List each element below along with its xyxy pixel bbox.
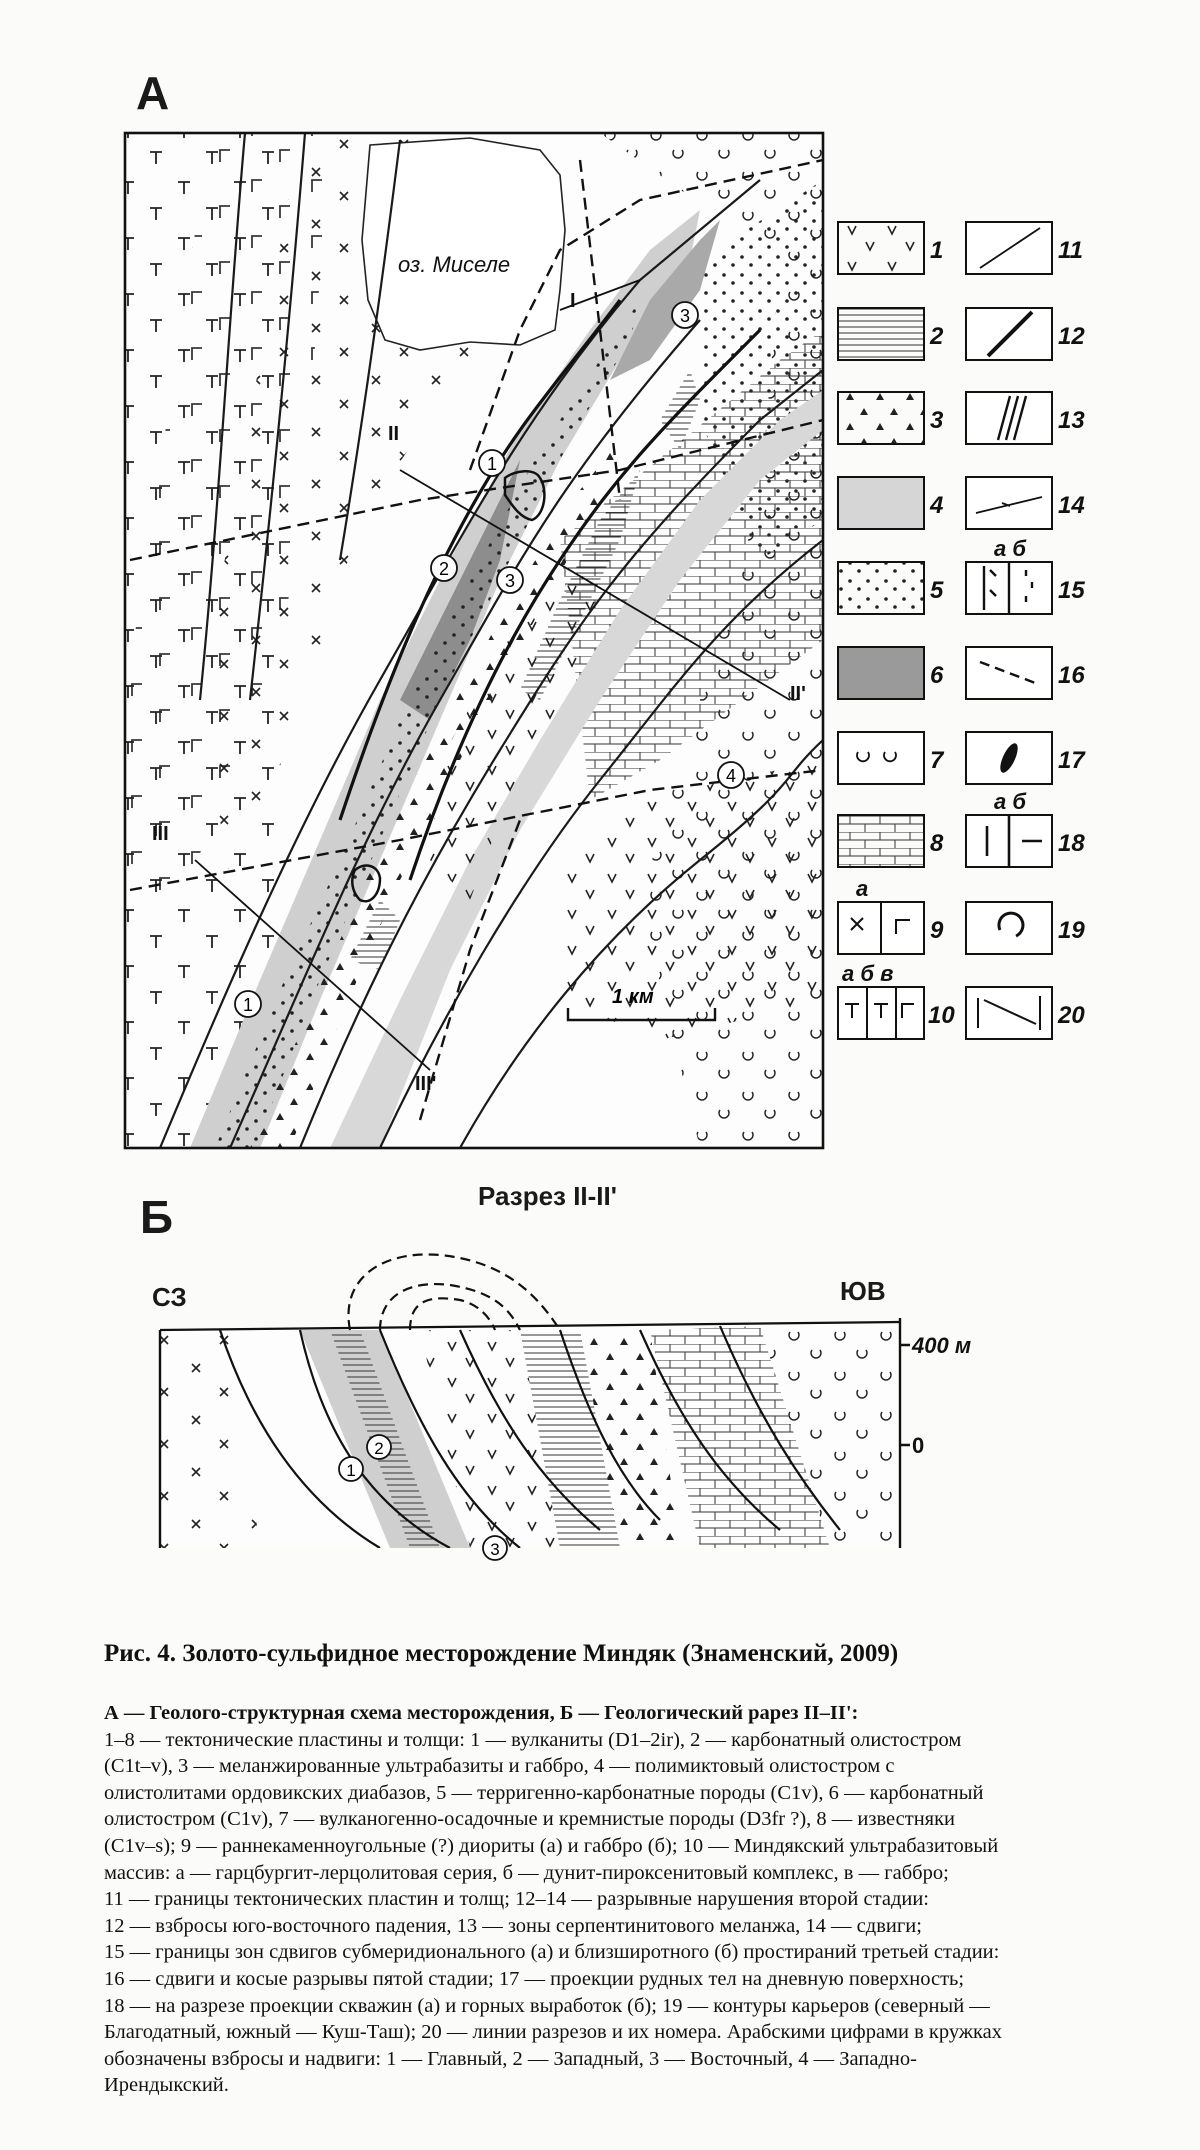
legend-letters-15: а б: [994, 536, 1026, 561]
caption-line-3: олистолитами ордовикских диабазов, 5 — терригенно-карбонатные породы (C1v), 6 — карбонатный: [104, 1781, 984, 1804]
legend-swatch-carbonate: [838, 647, 924, 699]
legend-num-9: 9: [930, 917, 944, 944]
legend-num-17: 17: [1058, 747, 1085, 774]
section-ticks: [900, 1345, 910, 1445]
fault-marker-3b: [497, 567, 523, 593]
section-label-ii: II: [388, 423, 400, 445]
section-title: Разрез II-II': [478, 1181, 617, 1211]
svg-text:1: 1: [346, 1461, 356, 1480]
svg-text:2: 2: [374, 1439, 384, 1458]
legend-swatch-melange: [838, 392, 924, 444]
svg-text:4: 4: [725, 766, 737, 786]
caption-line-10: 16 — сдвиги и косые разрывы пятой стадии; 17 — проекции рудных тел на дневную поверхность;: [104, 1967, 965, 1990]
svg-text:3: 3: [490, 1540, 500, 1559]
legend-swatch-volcanics: [838, 222, 924, 274]
svg-text:1: 1: [486, 454, 498, 474]
svg-text:3: 3: [504, 571, 516, 591]
legend-num-16: 16: [1058, 662, 1085, 689]
caption-line-8: 12 — взбросы юго-восточного падения, 13 — зоны серпентинитового меланжа, 14 — сдвиги;: [104, 1914, 922, 1937]
cross-section: [152, 1181, 971, 1560]
lake-misele: [362, 138, 565, 350]
legend-num-14: 14: [1058, 492, 1085, 519]
legend-swatch-terrigenous: [838, 562, 924, 614]
legend-num-19: 19: [1058, 917, 1085, 944]
figure-caption: [104, 1700, 1144, 2099]
legend-swatch-volcanic-sedimentary: [838, 732, 924, 784]
caption-line-13: обозначены взбросы и надвиги: 1 — Главный, 2 — Западный, 3 — Восточный, 4 — Западно-: [104, 2047, 917, 2070]
legend-swatch-quarry: [966, 902, 1052, 954]
legend-letters-10: а б в: [842, 961, 894, 986]
legend-num-10: 10: [928, 1002, 955, 1029]
caption-line-12: Благодатный, южный — Куш-Таш); 20 — линии разрезов и их номера. Арабскими цифрами в кружках: [104, 2021, 1002, 2044]
legend-num-3: 3: [930, 407, 944, 434]
section-left-label: СЗ: [152, 1282, 187, 1312]
legend-num-7: 7: [930, 747, 944, 774]
fault-marker-3: [672, 302, 698, 328]
caption-line-1: 1–8 — тектонические пластины и толщи: 1 — вулканиты (D1–2ir), 2 — карбонатный олистостром: [104, 1728, 962, 1751]
caption-line-9: 15 — границы зон сдвигов субмеридионального (а) и близширотного (б) простираний третьей стадии:: [104, 1941, 1000, 1964]
caption-subtitle: А — Геолого-структурная схема месторождения, Б — Геологический рарез II–II':: [104, 1702, 859, 1724]
fault-marker-2: [431, 555, 457, 581]
svg-text:3: 3: [679, 306, 691, 326]
caption-line-2: (C1t–v), 3 — меланжированные ультрабазиты и габбро, 4 — полимиктовый олистостром с: [104, 1755, 895, 1778]
geologic-map: [125, 133, 823, 1148]
caption-line-14: Ирендыкский.: [104, 2074, 229, 2097]
legend-num-4: 4: [930, 492, 944, 519]
legend-num-11: 11: [1058, 237, 1083, 264]
scale-label: 1 км: [612, 986, 654, 1008]
caption-line-4: олистостром (C1v), 7 — вулканогенно-осадочные и кремнистые породы (D3fr ?), 8 — известняки: [104, 1808, 956, 1831]
legend-num-20: 20: [1058, 1002, 1085, 1029]
legend-swatch-olistostrome: [838, 477, 924, 529]
legend-letters-18: а б: [994, 789, 1026, 814]
fault-marker-1: [479, 450, 505, 476]
legend-swatch-oblique-fault: [966, 647, 1052, 699]
elevation-top-label: 400 м: [912, 1333, 972, 1358]
legend-num-6: 6: [930, 662, 944, 689]
caption-line-5: (C1v–s); 9 — раннекаменноугольные (?) диориты (а) и габбро (б); 10 — Миндякский ультрабазитовый: [104, 1834, 999, 1857]
legend-num-15: 15: [1058, 577, 1085, 604]
section-right-label: ЮВ: [840, 1276, 886, 1306]
legend: [838, 222, 1086, 1039]
legend-num-1: 1: [930, 237, 944, 264]
section-label-i: I: [570, 290, 576, 312]
section-fault-marker-3: [483, 1536, 507, 1560]
legend-swatch-limestone: [838, 815, 924, 867]
svg-text:1: 1: [242, 995, 254, 1015]
section-label-iii-prime: III': [415, 1073, 437, 1095]
panel-b-letter: Б: [140, 1191, 174, 1243]
panel-a-letter: А: [136, 67, 170, 119]
section-fault-marker-2: [367, 1435, 391, 1459]
legend-swatch-strike-slip: [966, 477, 1052, 529]
fault-marker-4: [718, 762, 744, 788]
section-label-iii: III: [152, 823, 169, 845]
caption-line-11: 18 — на разрезе проекции скважин (а) и горных выработок (б); 19 — контуры карьеров (северный —: [104, 1994, 990, 2017]
legend-num-13: 13: [1058, 407, 1085, 434]
legend-num-5: 5: [930, 577, 944, 604]
section-fault-marker-1: [339, 1457, 363, 1481]
legend-letters-9: а: [856, 876, 869, 901]
elevation-zero-label: 0: [912, 1433, 925, 1458]
section-eroded-folds: [348, 1254, 560, 1330]
caption-line-7: 11 — границы тектонических пластин и толщ; 12–14 — разрывные нарушения второй стадии:: [104, 1888, 930, 1911]
legend-swatch-carbonate-olistostrome: [838, 308, 924, 360]
legend-num-12: 12: [1058, 323, 1085, 350]
figure-caption-title: Рис. 4. Золото-сульфидное месторождение Миндяк (Знаменский, 2009): [104, 1640, 899, 1667]
legend-num-8: 8: [930, 830, 944, 857]
svg-text:2: 2: [438, 559, 450, 579]
caption-line-6: массив: а — гарцбургит-лерцолитовая серия, б — дунит-пироксенитовый комплекс, в — габбро;: [104, 1861, 949, 1884]
legend-num-2: 2: [930, 323, 944, 350]
section-label-ii-prime: II': [790, 683, 806, 705]
legend-num-18: 18: [1058, 830, 1085, 857]
lake-label: оз. Миселе: [398, 252, 511, 277]
fault-marker-1b: [235, 991, 261, 1017]
